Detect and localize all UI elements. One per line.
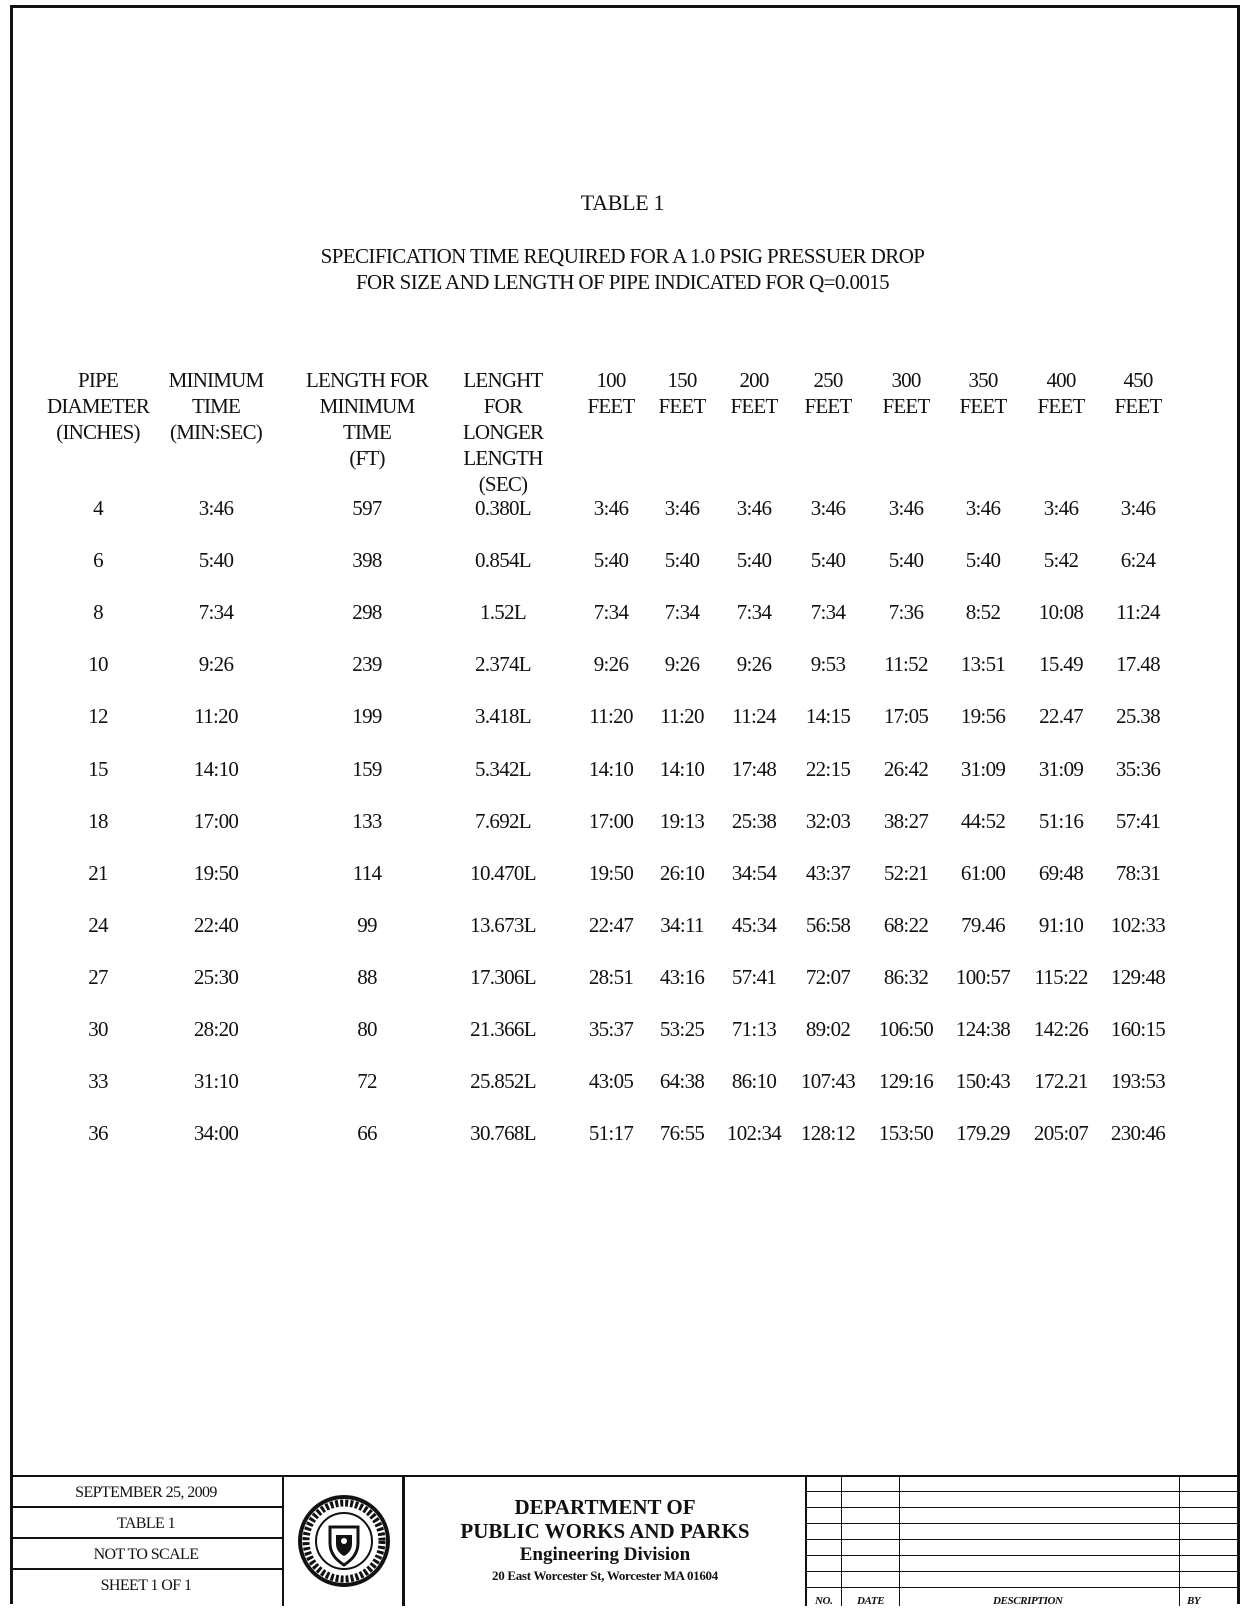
table-cell: 44:52 [960,808,1006,833]
table-cell: 14:15 [805,704,851,729]
table-subtitle-line1: SPECIFICATION TIME REQUIRED FOR A 1.0 PSIG PRESSUER DROP [320,244,925,268]
column-header-line: FEET [730,394,778,418]
table-cell: 31:09 [960,756,1006,781]
revision-date-label: DATE [857,1595,885,1607]
division-name: Engineering Division [519,1544,691,1565]
table-cell: 43:05 [588,1069,634,1094]
table-cell: 11:20 [660,704,704,729]
table-cell: 6:24 [1120,548,1156,573]
table-cell: 26:42 [883,756,929,781]
revision-rule [807,1491,1240,1492]
column-header [306,367,428,471]
table-cell: 9:26 [664,652,700,677]
table-cell: 26:10 [659,860,705,885]
table-cell: 30.768L [470,1121,536,1146]
table-cell: 35:36 [1115,756,1161,781]
table-cell: 19:50 [588,860,634,885]
column-header-line: PIPE [78,368,118,392]
table-cell: 150:43 [955,1069,1011,1094]
column-header [169,367,264,445]
table-cell: 3:46 [198,496,234,520]
table-cell: 5:42 [1043,548,1079,573]
sheet-number: SHEET 1 OF 1 [100,1577,192,1594]
table-cell: 91:10 [1038,912,1084,937]
revision-column-rule [1179,1477,1180,1606]
table-cell: 35:37 [588,1017,634,1041]
table-cell: 11:24 [1116,600,1160,625]
column-header-line: MINIMUM [168,368,264,392]
table-cell: 179.29 [956,1121,1010,1146]
column-header-line: LONGER [462,420,544,444]
revision-block [807,1477,1240,1606]
column-header-line: (INCHES) [56,420,140,444]
table-cell: 9:26 [593,652,629,677]
table-cell: 160:15 [1110,1017,1166,1041]
table-cell: 21.366L [470,1017,536,1041]
table-cell: 3:46 [965,496,1001,520]
column-header-line: FEET [1037,394,1085,418]
table-cell: 3:46 [810,496,846,520]
table-cell: 193:53 [1110,1069,1166,1094]
table-cell: 17:00 [193,808,239,833]
table-cell: 11:24 [732,704,776,729]
table-cell: 14:10 [588,756,634,781]
table-cell: 22:40 [193,912,239,937]
column-header-line: FEET [804,394,852,418]
column-header-line: 350 [968,368,998,392]
table-cell: 9:26 [198,652,234,677]
table-cell: 17:00 [588,808,634,833]
table-cell: 22:15 [805,756,851,781]
column-header [659,367,706,419]
title-block [10,1475,1240,1607]
table-cell: 99 [357,912,377,937]
column-header-line: 450 [1123,368,1153,392]
column-header [731,367,778,419]
table-cell: 3:46 [1120,496,1156,520]
table-cell: 15 [88,756,108,781]
table-cell: 2.374L [475,652,531,677]
city-seal-icon [284,1477,402,1606]
table-cell: 5:40 [593,548,629,573]
table-cell: 10.470L [470,860,536,885]
table-cell: 71:13 [731,1017,777,1041]
column-header-line: LENGHT [463,368,543,392]
table-cell: 28:20 [193,1017,239,1041]
column-header-line: (SEC) [478,472,528,496]
table-cell: 159 [352,756,382,781]
table-cell: 5:40 [965,548,1001,573]
revision-column-rule [899,1477,900,1606]
table-cell: 17.306L [470,964,536,989]
revision-description-label: DESCRIPTION [993,1595,1063,1607]
table-cell: 205:07 [1033,1121,1089,1146]
revision-rule [807,1571,1240,1572]
table-cell: 12 [88,704,108,729]
table-cell: 53:25 [659,1017,705,1041]
table-cell: 56:58 [805,912,851,937]
table-cell: 25:38 [731,808,777,833]
table-cell: 172.21 [1034,1069,1088,1094]
column-header-line: LENGTH FOR [305,368,429,392]
table-cell: 124:38 [955,1017,1011,1041]
revision-rule [807,1523,1240,1524]
department-name-line2: PUBLIC WORKS AND PARKS [460,1519,750,1543]
table-cell: 11:20 [194,704,238,729]
table-cell: 199 [352,704,382,729]
sheet-name: TABLE 1 [10,1508,282,1539]
table-cell: 79.46 [961,912,1005,937]
table-cell: 76:55 [659,1121,705,1146]
table-cell: 34:54 [731,860,777,885]
table-cell: 19:50 [193,860,239,885]
table-cell: 10 [88,652,108,677]
table-cell: 5:40 [664,548,700,573]
table-cell: 66 [357,1121,377,1146]
column-header-line: TIME [191,394,241,418]
table-cell: 230:46 [1110,1121,1166,1146]
column-header [1038,367,1085,419]
table-cell: 9:26 [736,652,772,677]
table-cell: 45:34 [731,912,777,937]
table-cell: 6 [93,548,103,573]
column-header-line: FEET [882,394,930,418]
table-cell: 3:46 [736,496,772,520]
table-cell: 1.52L [479,600,527,625]
column-header-line: TIME [342,420,392,444]
table-cell: 102:34 [726,1121,782,1146]
table-cell: 3:46 [664,496,700,520]
revision-rule [807,1555,1240,1556]
table-cell: 89:02 [805,1017,851,1041]
table-cell: 3:46 [1043,496,1079,520]
table-cell: 11:20 [589,704,633,729]
table-cell: 32:03 [805,808,851,833]
table-cell: 17:48 [731,756,777,781]
department-address: 20 East Worcester St, Worcester MA 01604 [492,1568,718,1583]
column-header [883,367,930,419]
table-cell: 31:10 [193,1069,239,1094]
table-cell: 153:50 [878,1121,934,1146]
table-cell: 69:48 [1038,860,1084,885]
table-cell: 51:17 [588,1121,634,1146]
table-cell: 7:34 [198,600,234,625]
table-cell: 64:38 [659,1069,705,1094]
table-cell: 7:34 [664,600,700,625]
table-cell: 86:32 [883,964,929,989]
column-header [47,367,149,445]
column-header-line: LENGTH [463,446,543,470]
table-cell: 5:40 [888,548,924,573]
table-cell: 13:51 [960,652,1006,677]
column-header-line: FEET [959,394,1007,418]
table-cell: 8:52 [965,600,1001,625]
table-cell: 86:10 [731,1069,777,1094]
table-cell: 38:27 [883,808,929,833]
table-cell: 22.47 [1039,704,1083,729]
table-cell: 52:21 [883,860,929,885]
column-header-line: 400 [1046,368,1076,392]
table-cell: 15.49 [1039,652,1083,677]
table-cell: 4 [93,496,103,520]
table-cell: 25.38 [1116,704,1160,729]
table-cell: 61:00 [960,860,1006,885]
table-cell: 25.852L [470,1069,536,1094]
column-header-line: 200 [739,368,769,392]
table-cell: 298 [352,600,382,625]
table-subtitle-line2: FOR SIZE AND LENGTH OF PIPE INDICATED FOR Q=0.0015 [355,270,890,294]
table-cell: 19:56 [960,704,1006,729]
table-cell: 3:46 [593,496,629,520]
column-header [960,367,1007,419]
revision-rule [807,1507,1240,1508]
table-cell: 7:36 [888,600,924,625]
table-cell: 17:05 [883,704,929,729]
table-cell: 114 [352,860,382,885]
table-cell: 57:41 [731,964,777,989]
column-header [805,367,852,419]
table-cell: 7.692L [475,808,531,833]
drawing-date: SEPTEMBER 25, 2009 [10,1477,282,1508]
table-cell: 102:33 [1110,912,1166,937]
table-cell: 68:22 [883,912,929,937]
table-cell: 72:07 [805,964,851,989]
table-cell: 128:12 [800,1121,856,1146]
column-header-line: 300 [891,368,921,392]
scale-note: NOT TO SCALE [10,1539,282,1570]
column-header [1115,367,1162,419]
table-cell: 43:37 [805,860,851,885]
revision-by-label: BY [1187,1595,1201,1607]
table-cell: 14:10 [659,756,705,781]
table-cell: 57:41 [1115,808,1161,833]
table-cell: 129:16 [878,1069,934,1094]
revision-number-label: NO. [815,1595,833,1607]
table-cell: 17.48 [1116,652,1160,677]
table-cell: 3.418L [475,704,531,729]
column-header-line: (FT) [349,446,385,470]
table-cell: 0.380L [475,496,531,520]
title-block-info [10,1477,284,1606]
table-cell: 5:40 [810,548,846,573]
table-cell: 51:16 [1038,808,1084,833]
table-cell: 5.342L [475,756,531,781]
table-cell: 239 [352,652,382,677]
city-seal [284,1477,405,1606]
revision-rule [807,1539,1240,1540]
table-cell: 11:52 [884,652,928,677]
table-cell: 5:40 [736,548,772,573]
table-cell: 33 [88,1069,108,1094]
table-cell: 106:50 [878,1017,934,1041]
column-header-line: DIAMETER [46,394,150,418]
table-cell: 8 [93,600,103,625]
table-cell: 142:26 [1033,1017,1089,1041]
table-cell: 34:11 [660,912,704,937]
table-cell: 13.673L [470,912,536,937]
table-cell: 24 [88,912,108,937]
table-cell: 25:30 [193,964,239,989]
table-cell: 18 [88,808,108,833]
table-cell: 78:31 [1115,860,1161,885]
table-cell: 28:51 [588,964,634,989]
column-header-line: 150 [667,368,697,392]
table-cell: 21 [88,860,108,885]
column-header-line: FEET [1114,394,1162,418]
table-cell: 22:47 [588,912,634,937]
table-cell: 19:13 [659,808,705,833]
table-cell: 30 [88,1017,108,1041]
table-cell: 34:00 [193,1121,239,1146]
table-cell: 10:08 [1038,600,1084,625]
table-cell: 72 [357,1069,377,1094]
table-cell: 100:57 [955,964,1011,989]
table-title: TABLE 1 [580,190,665,215]
table-cell: 129:48 [1110,964,1166,989]
table-cell: 7:34 [593,600,629,625]
table-cell: 88 [357,964,377,989]
column-header-line: FEET [587,394,635,418]
revision-rule [807,1587,1240,1588]
column-header [463,367,543,497]
department-block [405,1477,807,1606]
column-header-line: 100 [596,368,626,392]
column-header-line: FOR [483,394,523,418]
column-header-line: 250 [813,368,843,392]
column-header-line: MINIMUM [319,394,415,418]
table-cell: 14:10 [193,756,239,781]
table-cell: 7:34 [810,600,846,625]
table-cell: 7:34 [736,600,772,625]
table-cell: 398 [352,548,382,573]
table-cell: 3:46 [888,496,924,520]
column-header-line: (MIN:SEC) [170,420,262,444]
table-cell: 5:40 [198,548,234,573]
table-cell: 80 [357,1017,377,1041]
table-cell: 0.854L [475,548,531,573]
table-cell: 115:22 [1034,964,1088,989]
column-header-line: FEET [658,394,706,418]
column-header [588,367,635,419]
table-cell: 31:09 [1038,756,1084,781]
table-cell: 43:16 [659,964,705,989]
table-cell: 107:43 [800,1069,856,1094]
table-cell: 36 [88,1121,108,1146]
table-cell: 9:53 [810,652,846,677]
table-cell: 597 [352,496,382,520]
table-cell: 27 [88,964,108,989]
department-name-line1: DEPARTMENT OF [514,1495,696,1519]
table-cell: 133 [352,808,382,833]
revision-column-rule [841,1477,842,1606]
